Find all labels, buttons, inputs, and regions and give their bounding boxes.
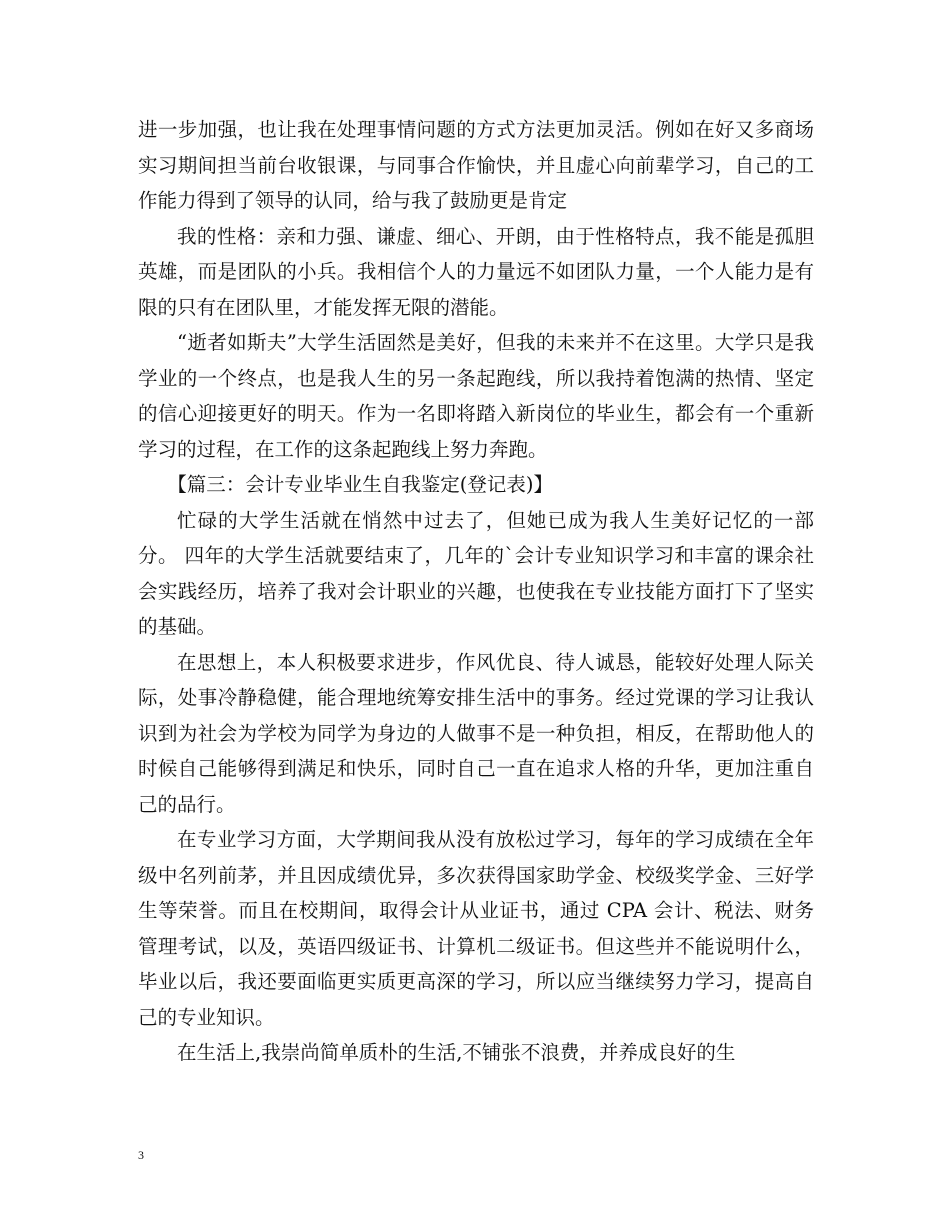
paragraph-college-life: 忙碌的大学生活就在悄然中过去了，但她已成为我人生美好记忆的一部分。 四年的大学生活就要结束了，几年的`会计专业知识学习和丰富的课余社会实践经历，培养了我对会计职业的兴趣，也使我在专业技能方面打下了坚实的基础。	[138, 508, 814, 638]
page-number: 3	[138, 1148, 144, 1162]
section-heading: 【篇三：会计专业毕业生自我鉴定(登记表)】	[167, 473, 553, 496]
paragraph-personality: 我的性格：亲和力强、谦虚、细心、开朗，由于性格特点，我不能是孤胆英雄，而是团队的小兵。我相信个人的力量远不如团队力量，一个人能力是有限的只有在团队里，才能发挥无限的潜能。	[138, 224, 814, 319]
document-body	[138, 112, 814, 1071]
paragraph-ideology: 在思想上，本人积极要求进步，作风优良、待人诚恳，能较好处理人际关际，处事冷静稳健，能合理地统筹安排生活中的事务。经过党课的学习让我认识到为社会为学校为同学为身边的人做事不是一种负担，相反，在帮助他人的时候自己能够得到满足和快乐，同时自己一直在追求人格的升华，更加注重自己的品行。	[138, 650, 814, 816]
paragraph-professional-study: 在专业学习方面，大学期间我从没有放松过学习，每年的学习成绩在全年级中名列前茅，并且因成绩优异，多次获得国家助学金、校级奖学金、三好学生等荣誉。而且在校期间，取得会计从业证书，通过 CPA 会计、税法、财务管理考试，以及，英语四级证书、计算机二级证书。但这些并不能说明什么，毕业以后，我还要面临更实质更高深的学习，所以应当继续努力学习，提高自己的专业知识。	[138, 828, 814, 1029]
paragraph-future: “逝者如斯夫”大学生活固然是美好，但我的未来并不在这里。大学只是我学业的一个终点，也是我人生的另一条起跑线，所以我持着饱满的热情、坚定的信心迎接更好的明天。作为一名即将踏入新岗位的毕业生，都会有一个重新学习的过程，在工作的这条起跑线上努力奔跑。	[138, 331, 814, 461]
paragraph-daily-life: 在生活上,我崇尚简单质朴的生活,不铺张不浪费，并养成良好的生	[177, 1041, 736, 1064]
paragraph-continuation: 进一步加强，也让我在处理事情问题的方式方法更加灵活。例如在好又多商场实习期间担当前台收银课，与同事合作愉快，并且虚心向前辈学习，自己的工作能力得到了领导的认同，给与我了鼓励更是肯定	[138, 118, 814, 212]
